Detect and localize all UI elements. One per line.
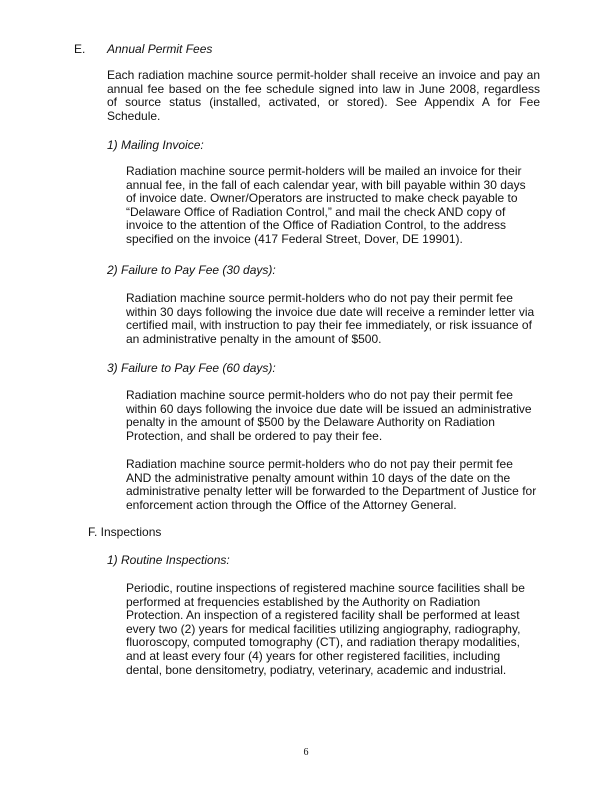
text-line: an administrative penalty in the amount of $500. <box>126 331 382 346</box>
text-line: “Delaware Office of Radiation Control,” and mail the check AND copy of <box>126 204 506 219</box>
text-line: of invoice date. Owner/Operators are instructed to make check payable to <box>126 191 518 206</box>
failure-60-days-paragraph-2 <box>126 458 546 512</box>
text-line: Protection, and shall be ordered to pay their fee. <box>126 428 383 443</box>
text-line: and at least every four (4) years for other registered facilities, including <box>126 648 501 663</box>
text-line: Radiation machine source permit-holders who do not pay their permit fee <box>126 291 513 305</box>
section-f-title: F. Inspections <box>88 525 162 539</box>
failure-60-days-paragraph-1 <box>126 389 546 443</box>
text-line: AND the administrative penalty amount within 10 days of the date on the <box>126 470 511 485</box>
text-line: of source status (installed, activated, or stored). See Appendix A for Fee <box>107 95 540 110</box>
text-line: annual fee based on the fee schedule signed into law in June 2008, regardless <box>107 81 540 96</box>
text-line: Schedule. <box>107 108 161 123</box>
text-line: penalty in the amount of $500 by the Delaware Authority on Radiation <box>126 415 495 430</box>
failure-30-days-paragraph <box>126 292 546 346</box>
text-line: Radiation machine source permit-holders who do not pay their permit fee <box>126 457 513 471</box>
text-line: annual fee, in the fall of each calendar year, with bill payable within 30 days <box>126 177 526 192</box>
routine-inspections-paragraph <box>126 582 546 677</box>
section-e-title: Annual Permit Fees <box>107 42 213 56</box>
text-line: administrative penalty letter will be forwarded to the Department of Justice for <box>126 484 537 499</box>
text-line: Radiation machine source permit-holders will be mailed an invoice for their <box>126 164 522 178</box>
text-line: invoice to the attention of the Office of Radiation Control, to the address <box>126 218 507 233</box>
routine-inspections-heading: 1) Routine Inspections: <box>107 553 230 567</box>
section-e-letter: E. <box>74 42 86 56</box>
mailing-invoice-heading: 1) Mailing Invoice: <box>107 138 204 152</box>
text-line: within 60 days following the invoice due date will be issued an administrative <box>126 401 532 416</box>
text-line: certified mail, with instruction to pay their fee immediately, or risk issuance of <box>126 318 532 333</box>
text-line: enforcement action through the Office of the Attorney General. <box>126 497 457 512</box>
text-line: every two (2) years for medical facilities utilizing angiography, radiography, <box>126 621 521 636</box>
text-line: Each radiation machine source permit-holder shall receive an invoice and pay an <box>107 68 540 82</box>
page-number: 6 <box>303 747 309 758</box>
failure-60-days-heading: 3) Failure to Pay Fee (60 days): <box>107 361 276 375</box>
text-line: specified on the invoice (417 Federal Street, Dover, DE 19901). <box>126 231 463 246</box>
text-line: dental, bone densitometry, podiatry, veterinary, academic and industrial. <box>126 662 507 677</box>
text-line: fluoroscopy, computed tomography (CT), and radiation therapy modalities, <box>126 635 520 650</box>
section-e-intro <box>107 69 540 123</box>
text-line: performed at frequencies established by the Authority on Radiation <box>126 594 481 609</box>
failure-30-days-heading: 2) Failure to Pay Fee (30 days): <box>107 263 276 277</box>
text-line: Periodic, routine inspections of registered machine source facilities shall be <box>126 581 525 595</box>
text-line: within 30 days following the invoice due date will receive a reminder letter via <box>126 304 535 319</box>
text-line: Protection. An inspection of a registered facility shall be performed at least <box>126 608 520 623</box>
text-line: Radiation machine source permit-holders who do not pay their permit fee <box>126 388 513 402</box>
mailing-invoice-paragraph <box>126 165 546 247</box>
